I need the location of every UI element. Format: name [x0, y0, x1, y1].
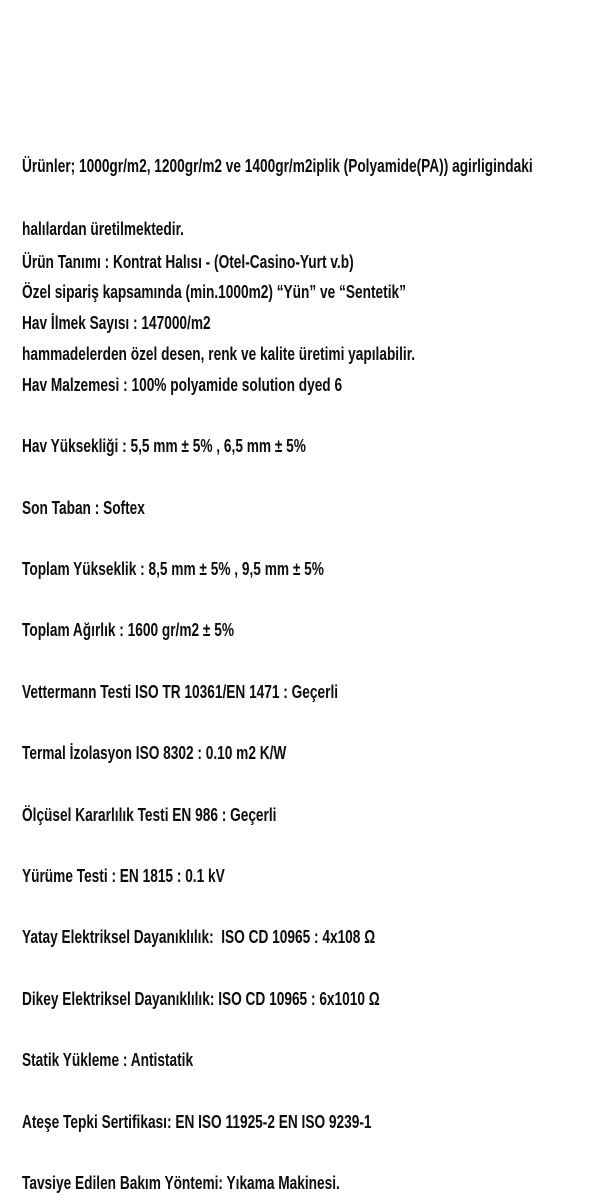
- spec-line-toplam-yukseklik: Toplam Yükseklik : 8,5 mm ± 5% , 9,5 mm ± 5%: [22, 559, 324, 580]
- spec-line-statik-yukleme: Statik Yükleme : Antistatik: [22, 1050, 194, 1071]
- spec-line-hav-ilmek-sayisi: Hav İlmek Sayısı : 147000/m2: [22, 313, 211, 334]
- spec-line-atese-tepki: Ateşe Tepki Sertifikası: EN ISO 11925-2 EN ISO 9239-1: [22, 1111, 372, 1132]
- spec-line-toplam-agirlik: Toplam Ağırlık : 1600 gr/m2 ± 5%: [22, 620, 235, 641]
- spec-line-yatay-elektriksel: Yatay Elektriksel Dayanıklılık: ISO CD 10965 : 4x108 Ω: [22, 927, 376, 948]
- spec-line-dikey-elektriksel: Dikey Elektriksel Dayanıklılık: ISO CD 10965 : 6x1010 Ω: [22, 988, 380, 1009]
- spec-list: [22, 211, 600, 1200]
- spec-line-olcusel-kararlilik: Ölçüsel Kararlılık Testi EN 986 : Geçerli: [22, 804, 277, 825]
- spec-line-vettermann-testi: Vettermann Testi ISO TR 10361/EN 1471 : Geçerli: [22, 681, 339, 702]
- intro-line: Ürünler; 1000gr/m2, 1200gr/m2 ve 1400gr/m2iplik (Polyamide(PA)) agirligindaki: [22, 156, 533, 176]
- spec-line-hav-malzemesi: Hav Malzemesi : 100% polyamide solution dyed 6: [22, 374, 343, 395]
- spec-line-son-taban: Son Taban : Softex: [22, 497, 145, 518]
- spec-line-termal-izolasyon: Termal İzolasyon ISO 8302 : 0.10 m2 K/W: [22, 743, 287, 764]
- intro-line: halılardan üretilmektedir.: [22, 218, 184, 239]
- intro-line: Özel sipariş kapsamında (min.1000m2) “Yün” ve “Sentetik”: [22, 281, 406, 302]
- spec-line-yurume-testi: Yürüme Testi : EN 1815 : 0.1 kV: [22, 866, 225, 887]
- spec-line-tavsiye-bakim: Tavsiye Edilen Bakım Yöntemi: Yıkama Makinesi.: [22, 1173, 340, 1194]
- intro-line: hammadelerden özel desen, renk ve kalite üretimi yapılabilir.: [22, 344, 416, 365]
- spec-line-urun-tanimi: Ürün Tanımı : Kontrat Halısı - (Otel-Casino-Yurt v.b): [22, 252, 354, 272]
- spec-line-hav-yuksekligi: Hav Yüksekliği : 5,5 mm ± 5% , 6,5 mm ± 5%: [22, 436, 306, 457]
